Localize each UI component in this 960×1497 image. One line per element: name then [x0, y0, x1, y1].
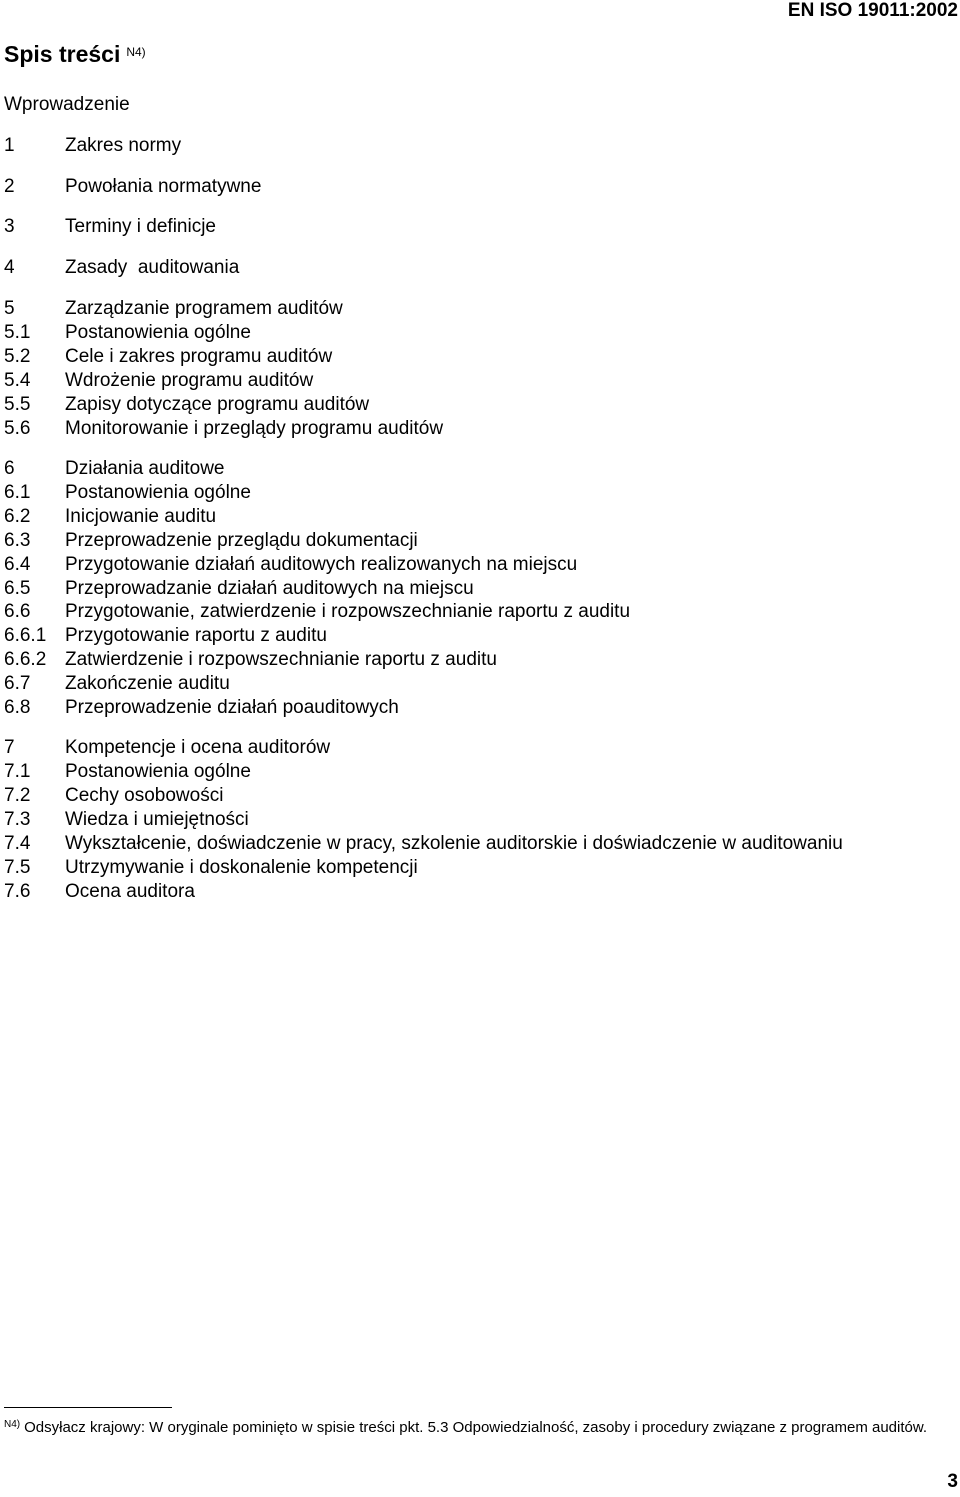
- document-code: EN ISO 19011:2002: [787, 0, 958, 21]
- toc-item-label: Cechy osobowości: [65, 785, 224, 806]
- toc-item-label: Przygotowanie raportu z auditu: [65, 625, 327, 646]
- toc-item-number: 5.5: [4, 394, 31, 415]
- toc-item-number: 6.3: [4, 530, 31, 551]
- toc-item-number: 6.1: [4, 482, 31, 503]
- toc-item-label: Cele i zakres programu auditów: [65, 346, 333, 367]
- toc-item-number: 7.3: [4, 809, 31, 830]
- toc-title: [4, 40, 146, 68]
- footnote-text: Odsyłacz krajowy: W oryginale pominięto w spisie treści pkt. 5.3 Odpowiedzialność, zasoby i procedury związane z programem auditów.: [24, 1419, 928, 1436]
- toc-title-note-marker: N4): [126, 45, 146, 59]
- toc-item-number: 6.6.1: [4, 625, 47, 646]
- toc-item-label: Inicjowanie auditu: [65, 506, 217, 527]
- toc-item-number: 6.8: [4, 697, 31, 718]
- toc-item-number: 7.5: [4, 857, 31, 878]
- toc-item-label: Przeprowadzenie przeglądu dokumentacji: [65, 530, 418, 551]
- toc-title-text: Spis treści: [4, 41, 121, 67]
- toc-item-label: Przygotowanie, zatwierdzenie i rozpowszechnianie raportu z auditu: [65, 601, 631, 622]
- toc-item-label: Przeprowadzenie działań poauditowych: [65, 697, 399, 718]
- toc-item-label: Terminy i definicje: [65, 216, 216, 237]
- toc-item-label: Utrzymywanie i doskonalenie kompetencji: [65, 857, 418, 878]
- toc-item-label: Monitorowanie i przeglądy programu auditów: [65, 418, 444, 439]
- toc-item-label: Postanowienia ogólne: [65, 322, 251, 343]
- toc-item-label: Zasady auditowania: [65, 257, 240, 278]
- footnote-marker: N4): [4, 1419, 21, 1430]
- toc-item-number: 5.4: [4, 370, 31, 391]
- footnote-divider: [4, 1407, 172, 1408]
- toc-item-label: Kompetencje i ocena auditorów: [65, 737, 331, 758]
- toc-item-label: Postanowienia ogólne: [65, 761, 251, 782]
- toc-item-number: 7.4: [4, 833, 31, 854]
- toc-item-number: 5.2: [4, 346, 31, 367]
- toc-item-number: 3: [4, 216, 15, 237]
- toc-item-number: 7.6: [4, 881, 31, 902]
- toc-item-label: Zapisy dotyczące programu auditów: [65, 394, 370, 415]
- toc-item-label: Działania auditowe: [65, 458, 225, 479]
- toc-item-label: Zatwierdzenie i rozpowszechnianie raportu z auditu: [65, 649, 497, 670]
- toc-item-label: Przygotowanie działań auditowych realizowanych na miejscu: [65, 554, 578, 575]
- toc-item-number: 6.6: [4, 601, 31, 622]
- toc-item-label: Przeprowadzanie działań auditowych na miejscu: [65, 578, 474, 599]
- toc-item-number: 6.6.2: [4, 649, 47, 670]
- toc-item-number: 5.1: [4, 322, 31, 343]
- toc-item-number: 6.2: [4, 506, 31, 527]
- toc-item-label: Wdrożenie programu auditów: [65, 370, 314, 391]
- toc-item-number: 1: [4, 135, 15, 156]
- page-number: 3: [947, 1471, 958, 1492]
- toc-item-number: 5: [4, 298, 15, 319]
- toc-item-number: 6.7: [4, 673, 31, 694]
- toc-item-number: 5.6: [4, 418, 31, 439]
- toc-item-number: 7.1: [4, 761, 31, 782]
- toc-item-number: 6: [4, 458, 15, 479]
- toc-item-number: 6.5: [4, 578, 31, 599]
- toc-item-introduction[interactable]: Wprowadzenie: [4, 94, 130, 115]
- toc-item-label: Postanowienia ogólne: [65, 482, 251, 503]
- footnote: [4, 1418, 958, 1437]
- toc-item-number: 7.2: [4, 785, 31, 806]
- toc-item-label: Wiedza i umiejętności: [65, 809, 249, 830]
- toc-item-label: Zarządzanie programem auditów: [65, 298, 343, 319]
- toc-item-number: 7: [4, 737, 15, 758]
- toc-item-label: Wykształcenie, doświadczenie w pracy, szkolenie auditorskie i doświadczenie w auditowaniu: [65, 833, 843, 854]
- toc-item-label: Zakres normy: [65, 135, 182, 156]
- toc-item-number: 6.4: [4, 554, 31, 575]
- toc-item-label: Zakończenie auditu: [65, 673, 230, 694]
- toc-item-label: Ocena auditora: [65, 881, 195, 902]
- toc-item-number: 2: [4, 176, 15, 197]
- toc-item-number: 4: [4, 257, 15, 278]
- toc-item-label: Powołania normatywne: [65, 176, 262, 197]
